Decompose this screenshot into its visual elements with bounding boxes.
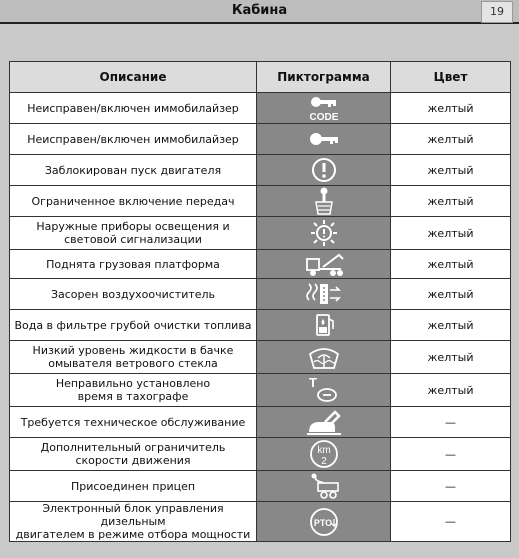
table-row: [10, 341, 511, 374]
description-line: Низкий уровень жидкости в бачке: [32, 344, 234, 357]
description-line: Ограниченное включение передач: [31, 194, 235, 208]
description-line: световой сигнализации: [64, 233, 202, 246]
row-description: [10, 502, 257, 542]
table-row: [10, 217, 511, 250]
pto-icon: [257, 502, 391, 542]
description-line: скорости движения: [75, 454, 191, 467]
row-color: желтый: [391, 217, 511, 250]
row-description: [10, 341, 257, 374]
row-description: [10, 438, 257, 471]
speed-limiter-number: 2: [320, 456, 327, 467]
description-line: Наружные приборы освещения и: [36, 220, 230, 233]
row-description: [10, 310, 257, 341]
description-line: Заблокирован пуск двигателя: [44, 163, 222, 177]
speed-limiter-icon: [257, 438, 391, 471]
tachograph-time-icon: [257, 374, 391, 407]
row-color: желтый: [391, 93, 511, 124]
service-icon: [257, 407, 391, 438]
table-row: [10, 124, 511, 155]
table-row: [10, 502, 511, 542]
tachograph-letter: T: [308, 375, 317, 390]
description-line: двигателем в режиме отбора мощности: [15, 528, 251, 541]
page-number: 19: [481, 1, 513, 23]
row-color: —: [391, 502, 511, 542]
row-color: —: [391, 471, 511, 502]
speed-limiter-unit: km: [316, 445, 331, 456]
header-bar: [0, 0, 519, 24]
table-row: [10, 471, 511, 502]
row-description: [10, 93, 257, 124]
gear-shift-icon: [257, 186, 391, 217]
row-color: желтый: [391, 250, 511, 279]
key-code-icon: [257, 93, 391, 124]
description-line: Засорен воздухоочиститель: [50, 287, 216, 301]
row-description: [10, 407, 257, 438]
page-title: Кабина: [231, 3, 288, 18]
table-row: [10, 93, 511, 124]
table-row: [10, 310, 511, 341]
column-header-color: Цвет: [391, 62, 511, 93]
row-color: —: [391, 407, 511, 438]
description-line: Неисправен/включен иммобилайзер: [27, 132, 239, 146]
row-description: [10, 124, 257, 155]
column-header-description: Описание: [10, 62, 257, 93]
description-line: время в тахографе: [77, 390, 189, 403]
row-description: [10, 471, 257, 502]
indicator-table: [9, 61, 511, 542]
description-line: Требуется техническое обслуживание: [20, 415, 246, 429]
row-color: желтый: [391, 310, 511, 341]
table-row: [10, 407, 511, 438]
washer-fluid-icon: [257, 341, 391, 374]
description-line: Дополнительный ограничитель: [40, 441, 226, 454]
table-row: [10, 279, 511, 310]
row-color: —: [391, 438, 511, 471]
row-description: [10, 186, 257, 217]
row-description: [10, 155, 257, 186]
row-color: желтый: [391, 279, 511, 310]
engine-start-blocked-icon: [257, 155, 391, 186]
table-row: [10, 250, 511, 279]
exterior-lights-icon: [257, 217, 391, 250]
tipper-raised-icon: [257, 250, 391, 279]
pto-label: PTO: [313, 517, 332, 528]
code-label: CODE: [309, 112, 338, 123]
row-color: желтый: [391, 186, 511, 217]
column-header-pictogram: Пиктограмма: [257, 62, 391, 93]
description-line: Неправильно установлено: [55, 377, 211, 390]
description-line: Поднята грузовая платформа: [46, 257, 220, 271]
trailer-icon: [257, 471, 391, 502]
description-line: Присоединен прицеп: [70, 479, 196, 493]
key-icon: [257, 124, 391, 155]
row-description: [10, 279, 257, 310]
description-line: Вода в фильтре грубой очистки топлива: [14, 318, 252, 332]
table-row: [10, 186, 511, 217]
table-row: [10, 374, 511, 407]
air-filter-icon: [257, 279, 391, 310]
row-description: [10, 217, 257, 250]
table-row: [10, 438, 511, 471]
row-color: желтый: [391, 341, 511, 374]
row-color: желтый: [391, 155, 511, 186]
description-line: Неисправен/включен иммобилайзер: [27, 101, 239, 115]
description-line: Электронный блок управления дизельным: [42, 502, 224, 528]
table-row: [10, 155, 511, 186]
row-color: желтый: [391, 124, 511, 155]
table-header-row: [10, 62, 511, 93]
description-line: омывателя ветрового стекла: [48, 357, 218, 370]
row-description: [10, 374, 257, 407]
row-description: [10, 250, 257, 279]
water-in-fuel-icon: [257, 310, 391, 341]
row-color: желтый: [391, 374, 511, 407]
